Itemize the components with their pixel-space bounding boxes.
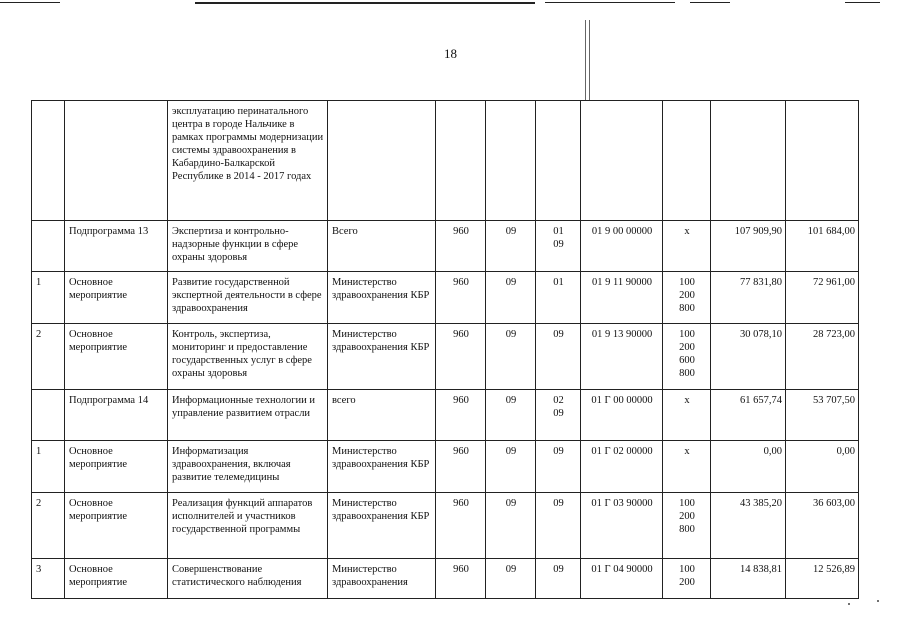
row-value-2015: 53 707,50: [786, 390, 859, 441]
row-csr: 01 9 00 00000: [581, 221, 663, 272]
row-value-2015: 0,00: [786, 441, 859, 493]
row-name: Экспертиза и контрольно-надзорные функции в сфере охраны здоровья: [168, 221, 328, 272]
row-grbs: 960: [436, 493, 486, 559]
row-vr-value: 100: [679, 277, 695, 288]
row-rz: 09: [486, 441, 536, 493]
row-pr: [536, 324, 581, 390]
row-vr-value: 200: [679, 511, 695, 522]
row-pr: [536, 493, 581, 559]
row-pr-value: 09: [553, 446, 564, 457]
row-vr: [663, 441, 711, 493]
row-rz: 09: [486, 390, 536, 441]
row-value-2014: 30 078,10: [711, 324, 786, 390]
table-row: [32, 559, 859, 599]
row-number: [32, 390, 65, 441]
scan-artifact-line: [195, 2, 535, 4]
scan-speck: [877, 600, 879, 602]
row-number: [32, 101, 65, 221]
row-value-2015: 101 684,00: [786, 221, 859, 272]
table-row: [32, 101, 859, 221]
row-pr-value: 01: [553, 277, 564, 288]
row-value-2014: 0,00: [711, 441, 786, 493]
row-name: Развитие государственной экспертной деятельности в сфере здравоохранения: [168, 272, 328, 324]
row-value-2015: 28 723,00: [786, 324, 859, 390]
row-value-2014: 61 657,74: [711, 390, 786, 441]
row-executor: Министерство здравоохранения КБР: [328, 324, 436, 390]
row-pr-value: 09: [553, 239, 564, 250]
row-name: Контроль, экспертиза, мониторинг и предоставление государственных услуг в сфере охраны здоровья: [168, 324, 328, 390]
row-pr: [536, 101, 581, 221]
scan-artifact-vertical: [589, 20, 590, 100]
row-name: Информационные технологии и управление развитием отрасли: [168, 390, 328, 441]
row-name: Реализация функций аппаратов исполнителей и участников государственной программы: [168, 493, 328, 559]
row-vr-value: 800: [679, 524, 695, 535]
row-vr-value: х: [684, 395, 690, 406]
row-value-2014: 77 831,80: [711, 272, 786, 324]
row-rz: 09: [486, 221, 536, 272]
row-executor: [328, 101, 436, 221]
row-type: Основное мероприятие: [65, 493, 168, 559]
row-rz: 09: [486, 324, 536, 390]
row-pr-value: 02: [553, 395, 564, 406]
scan-artifact-line: [0, 2, 60, 3]
row-number: 3: [32, 559, 65, 599]
row-csr: 01 Г 00 00000: [581, 390, 663, 441]
row-vr-value: 100: [679, 498, 695, 509]
row-vr-value: 600: [679, 355, 695, 366]
row-vr: [663, 272, 711, 324]
row-type: Подпрограмма 14: [65, 390, 168, 441]
row-executor: всего: [328, 390, 436, 441]
row-vr: [663, 324, 711, 390]
row-vr-value: 200: [679, 577, 695, 588]
row-vr-value: 100: [679, 564, 695, 575]
row-pr: [536, 221, 581, 272]
row-executor: Министерство здравоохранения: [328, 559, 436, 599]
row-grbs: 960: [436, 324, 486, 390]
scan-artifact-line: [690, 2, 730, 3]
row-value-2015: [786, 101, 859, 221]
row-vr-value: 200: [679, 342, 695, 353]
row-vr-value: 200: [679, 290, 695, 301]
row-value-2015: 36 603,00: [786, 493, 859, 559]
row-csr: 01 9 11 90000: [581, 272, 663, 324]
page-number: 18: [444, 46, 457, 61]
row-vr: [663, 559, 711, 599]
row-type: Основное мероприятие: [65, 272, 168, 324]
row-type: Основное мероприятие: [65, 324, 168, 390]
row-grbs: [436, 101, 486, 221]
row-grbs: 960: [436, 272, 486, 324]
row-name: Совершенствование статистического наблюдения: [168, 559, 328, 599]
row-executor: Министерство здравоохранения КБР: [328, 441, 436, 493]
row-grbs: 960: [436, 221, 486, 272]
scan-speck: [848, 603, 850, 605]
row-grbs: 960: [436, 559, 486, 599]
row-number: [32, 221, 65, 272]
row-rz: 09: [486, 493, 536, 559]
row-pr-value: 09: [553, 564, 564, 575]
row-vr: [663, 493, 711, 559]
row-vr-value: 800: [679, 303, 695, 314]
row-vr: [663, 101, 711, 221]
row-vr: [663, 390, 711, 441]
row-csr: 01 Г 04 90000: [581, 559, 663, 599]
row-rz: [486, 101, 536, 221]
row-pr-value: 09: [553, 329, 564, 340]
row-pr: [536, 441, 581, 493]
row-csr: [581, 101, 663, 221]
scan-artifact-line: [845, 2, 880, 3]
row-pr: [536, 272, 581, 324]
row-value-2014: [711, 101, 786, 221]
row-executor: Министерство здравоохранения КБР: [328, 272, 436, 324]
table-row: [32, 441, 859, 493]
table-row: [32, 272, 859, 324]
row-vr-value: 800: [679, 368, 695, 379]
row-pr-value: 09: [553, 498, 564, 509]
row-executor: Министерство здравоохранения КБР: [328, 493, 436, 559]
row-executor: Всего: [328, 221, 436, 272]
row-type: Основное мероприятие: [65, 559, 168, 599]
row-grbs: 960: [436, 441, 486, 493]
row-value-2014: 107 909,90: [711, 221, 786, 272]
row-type: [65, 101, 168, 221]
row-pr: [536, 559, 581, 599]
row-value-2015: 12 526,89: [786, 559, 859, 599]
table-row: [32, 324, 859, 390]
row-vr: [663, 221, 711, 272]
row-number: 1: [32, 441, 65, 493]
row-number: 1: [32, 272, 65, 324]
row-vr-value: 100: [679, 329, 695, 340]
row-name: эксплуатацию перинатального центра в городе Нальчике в рамках программы модернизации системы здравоохранения в Кабардино-Балкарской Республике в 2014 - 2017 годах: [168, 101, 328, 221]
row-pr-value: 01: [553, 226, 564, 237]
scan-artifact-line: [545, 2, 675, 3]
row-rz: 09: [486, 559, 536, 599]
row-name: Информатизация здравоохранения, включая развитие телемедицины: [168, 441, 328, 493]
row-csr: 01 Г 02 00000: [581, 441, 663, 493]
row-pr-value: 09: [553, 408, 564, 419]
row-value-2015: 72 961,00: [786, 272, 859, 324]
row-csr: 01 Г 03 90000: [581, 493, 663, 559]
row-rz: 09: [486, 272, 536, 324]
row-value-2014: 43 385,20: [711, 493, 786, 559]
scan-artifact-vertical: [585, 20, 586, 100]
row-grbs: 960: [436, 390, 486, 441]
row-number: 2: [32, 324, 65, 390]
row-pr: [536, 390, 581, 441]
program-table: [31, 100, 859, 599]
row-value-2014: 14 838,81: [711, 559, 786, 599]
row-vr-value: х: [684, 446, 690, 457]
row-type: Подпрограмма 13: [65, 221, 168, 272]
table-row: [32, 221, 859, 272]
row-vr-value: х: [684, 226, 690, 237]
table-row: [32, 493, 859, 559]
row-type: Основное мероприятие: [65, 441, 168, 493]
row-csr: 01 9 13 90000: [581, 324, 663, 390]
row-number: 2: [32, 493, 65, 559]
table-row: [32, 390, 859, 441]
